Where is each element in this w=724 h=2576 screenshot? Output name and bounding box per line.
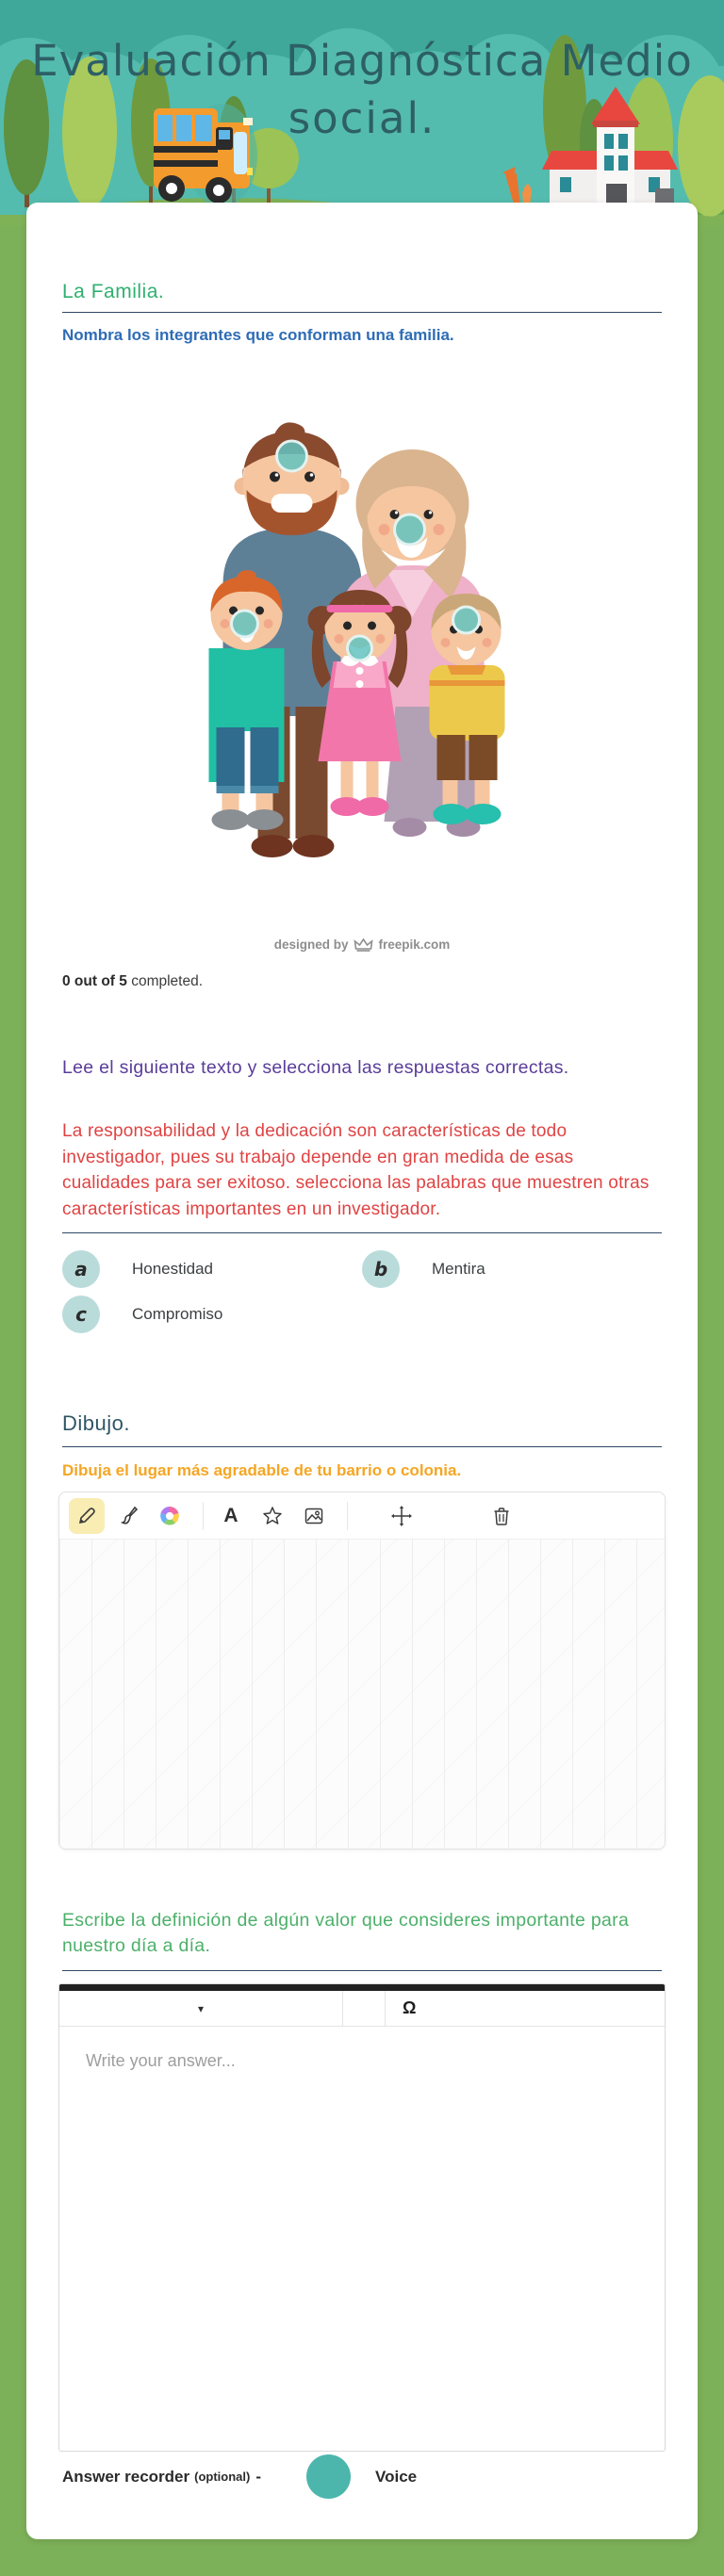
attribution-text: designed by	[273, 937, 349, 952]
toolbar-separator	[203, 1502, 204, 1530]
divider	[62, 312, 662, 313]
drawing-canvas[interactable]	[59, 1540, 665, 1850]
option-a-label: Honestidad	[132, 1260, 214, 1278]
freepik-attribution	[181, 937, 544, 952]
voice-label: Voice	[375, 2467, 418, 2486]
recorder-label: Answer recorder	[62, 2467, 190, 2486]
select-passage: La responsabilidad y la dedicación son características de todo investigador, pues su trabajo depende en gran medida de esas cualidades para ser exitoso. selecciona las palabras que muestren otras características importantes en un investigador.	[62, 1121, 650, 1219]
brush-tool-button[interactable]	[110, 1498, 146, 1534]
option-b-label: Mentira	[432, 1260, 485, 1278]
hotspot-girl[interactable]	[348, 636, 372, 660]
color-wheel-icon	[158, 1505, 181, 1527]
divider	[62, 1446, 662, 1447]
attribution-site: freepik.com	[378, 937, 451, 952]
family-image	[181, 396, 544, 952]
divider	[62, 1970, 662, 1971]
progress-status: 0 out of 5 completed.	[62, 973, 204, 989]
option-c-circle[interactable]: c	[62, 1296, 100, 1333]
option-b[interactable]	[362, 1250, 662, 1288]
move-tool-button[interactable]	[384, 1498, 420, 1534]
drawing-toolbar	[59, 1492, 665, 1540]
delete-tool-button[interactable]	[484, 1498, 519, 1534]
option-c-label: Compromiso	[132, 1305, 223, 1323]
write-prompt: Escribe la definición de algún valor que consideres importante para nuestro día a día.	[62, 1910, 630, 1956]
voice-record-button[interactable]	[306, 2454, 351, 2499]
option-b-circle[interactable]: b	[362, 1250, 400, 1288]
text-tool-icon: A	[223, 1504, 239, 1526]
image-icon	[304, 1506, 324, 1526]
drawing-widget	[58, 1492, 666, 1850]
select-prompt: Lee el siguiente texto y selecciona las respuestas correctas.	[62, 1057, 569, 1078]
question-family: Nombra los integrantes que conforman una familia.	[62, 326, 454, 344]
section-title-dibujo: Dibujo.	[62, 1411, 130, 1435]
recorder-optional-label: (optional)	[194, 2470, 251, 2484]
answer-placeholder: Write your answer...	[86, 2051, 236, 2070]
freepik-crown-icon	[354, 938, 372, 952]
answer-options	[62, 1250, 662, 1341]
hotspot-boy-left[interactable]	[232, 611, 258, 637]
hotspot-mom[interactable]	[395, 514, 425, 545]
pencil-icon	[76, 1506, 97, 1526]
recorder-dash: -	[255, 2467, 262, 2486]
color-wheel-button[interactable]	[152, 1498, 188, 1534]
toolbar-spacer	[343, 1991, 385, 2026]
trash-icon	[491, 1506, 512, 1526]
progress-count: 0 out of 5	[62, 973, 127, 989]
move-icon	[390, 1505, 413, 1527]
worksheet-card	[26, 203, 698, 2539]
answer-recorder-row	[62, 2454, 662, 2499]
pencil-tool-button[interactable]	[69, 1498, 105, 1534]
option-a-circle[interactable]: a	[62, 1250, 100, 1288]
option-a[interactable]	[62, 1250, 362, 1288]
divider	[62, 1232, 662, 1233]
worksheet-title	[0, 36, 724, 143]
answer-textarea[interactable]	[59, 2027, 665, 2095]
star-icon	[262, 1506, 283, 1526]
hotspot-boy-right[interactable]	[453, 607, 480, 633]
worksheet-title-line2: social.	[288, 93, 436, 143]
star-tool-button[interactable]	[255, 1498, 290, 1534]
image-tool-button[interactable]	[296, 1498, 332, 1534]
header-banner	[0, 0, 724, 226]
editor-toolbar	[59, 1991, 665, 2027]
hotspot-dad[interactable]	[277, 441, 307, 471]
brush-icon	[118, 1506, 139, 1526]
rich-text-editor	[58, 1983, 666, 2452]
toolbar-separator	[347, 1502, 348, 1530]
section-title-familia: La Familia.	[62, 281, 165, 302]
text-tool-button[interactable]	[213, 1498, 249, 1534]
chevron-down-icon: ▾	[197, 2001, 205, 2015]
option-c[interactable]	[62, 1296, 362, 1333]
question-draw: Dibuja el lugar más agradable de tu barrio o colonia.	[62, 1461, 462, 1479]
family-illustration	[181, 396, 544, 912]
special-character-button[interactable]	[386, 1991, 416, 2026]
omega-icon: Ω	[403, 1998, 417, 2017]
paragraph-style-dropdown[interactable]	[59, 1991, 342, 2026]
editor-top-bar	[59, 1984, 665, 1991]
worksheet-title-line1: Evaluación Diagnóstica Medio	[31, 36, 693, 86]
